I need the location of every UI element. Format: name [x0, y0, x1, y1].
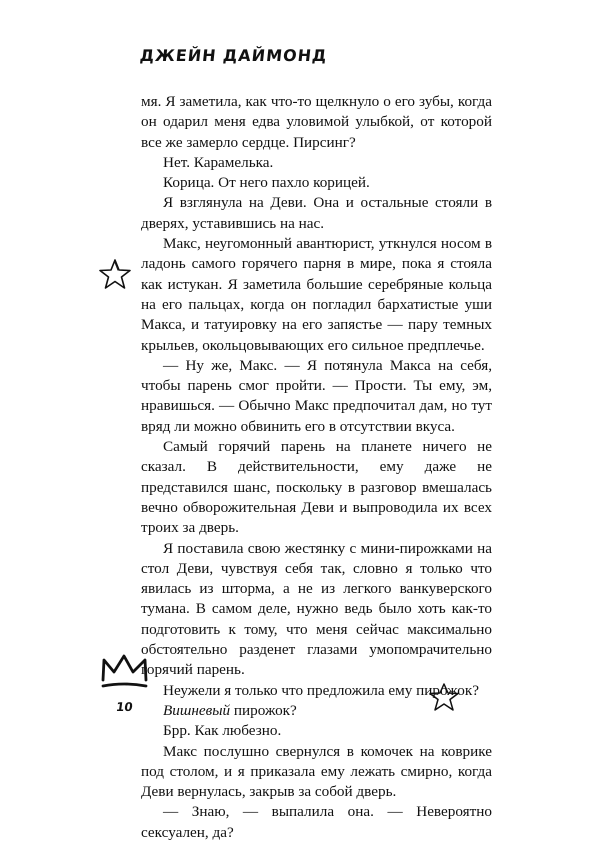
running-header: ДЖЕЙН ДАЙМОНД: [139, 46, 329, 65]
crown-doodle-icon: [100, 652, 150, 692]
paragraph: Я взглянула на Деви. Она и остальные стояли в дверях, уставившись на нас.: [141, 194, 492, 232]
paragraph: — Знаю, — выпалила она. — Невероятно сексуален, да?: [141, 803, 492, 841]
paragraph: Неужели я только что предложила ему пирожок?: [163, 681, 479, 699]
paragraph: Брр. Как любезно.: [163, 722, 282, 740]
star-doodle-icon: [428, 682, 460, 712]
body-text: [141, 92, 492, 843]
paragraph: Макс, неугомонный авантюрист, уткнулся носом в ладонь самого горячего парня в мире, пока я стояла как истукан. Я заметила большие серебряные кольца на его пальцах, когда он погладил бархатистые уши Макса, и татуировку на его запястье — пару темных крыльев, окольцовывающих его сильное предплечье.: [141, 235, 492, 354]
paragraph: мя. Я заметила, как что-то щелкнуло о его зубы, когда он одарил меня едва уловимой улыбкой, от которой все же замерло сердце. Пирсинг?: [141, 93, 492, 151]
paragraph: Макс послушно свернулся в комочек на коврике под столом, и я приказала ему лежать смирно, когда Деви вернулась, закрыв за собой дверь.: [141, 742, 492, 801]
paragraph: Нет. Карамелька.: [163, 153, 274, 171]
star-doodle-icon: [98, 258, 132, 290]
paragraph: Я поставила свою жестянку с мини-пирожками на стол Деви, чувствуя себя так, словно я только что явилась из шторма, а не из легкого ванкуверского тумана. В самом деле, нужно ведь было хоть как-то подготовить к тому, что меня сейчас максимально обстоятельно разденет глазами умопомрачительно горячий парень.: [141, 539, 492, 679]
paragraph: Самый горячий парень на планете ничего не сказал. В действительности, ему даже не представился шанс, поскольку в разговор вмешалась вечно обворожительная Деви и выпроводила их всех троих за дверь.: [141, 438, 492, 537]
page-number: 10: [115, 700, 134, 714]
paragraph: Корица. От него пахло корицей.: [163, 174, 370, 192]
italic-word: Вишневый: [163, 701, 231, 719]
paragraph: — Ну же, Макс. — Я потянула Макса на себя, чтобы парень смог пройти. — Прости. Ты ему, эм, нравишься. — Обычно Макс предпочитал дам, но тут вряд ли можно обвинить его в отсутствии вкуса.: [141, 356, 492, 435]
paragraph-rest: пирожок?: [233, 701, 297, 719]
